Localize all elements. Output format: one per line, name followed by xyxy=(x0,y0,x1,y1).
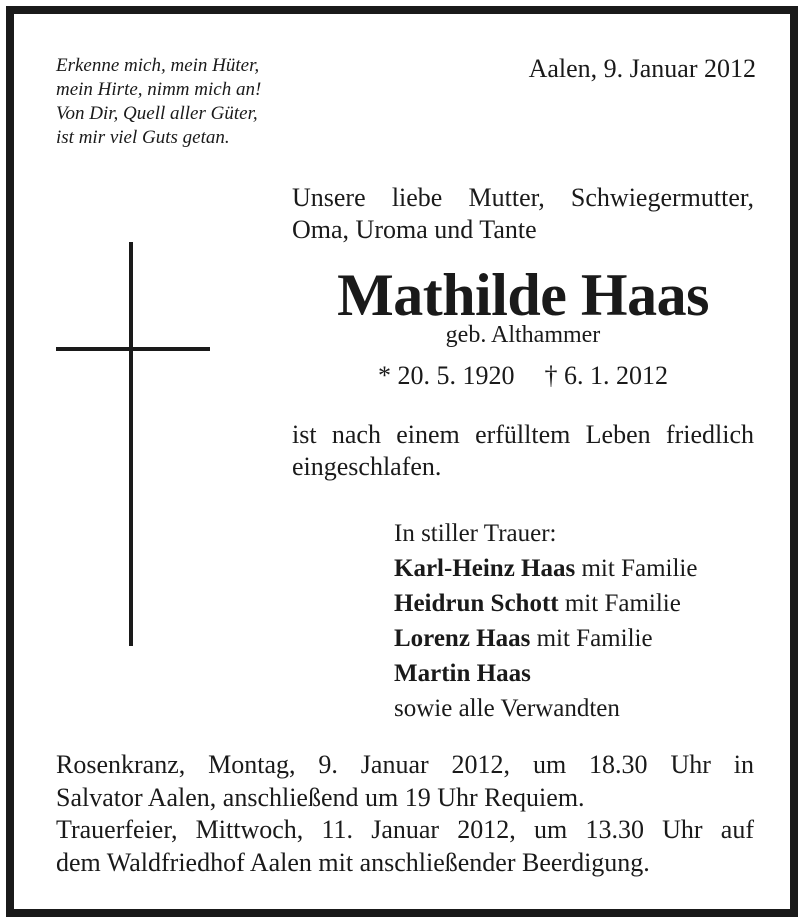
birth-date: * 20. 5. 1920 xyxy=(378,361,515,390)
verse-line: Von Dir, Quell aller Güter, xyxy=(56,103,258,124)
intro-line: Unsere liebe Mutter, Schwiegermutter, xyxy=(292,183,754,212)
death-date: † 6. 1. 2012 xyxy=(544,361,668,390)
place-date: Aalen, 9. Januar 2012 xyxy=(528,54,756,83)
verse-line: mein Hirte, nimm mich an! xyxy=(56,79,262,100)
mourner-row xyxy=(394,551,697,586)
verse xyxy=(56,54,261,150)
mourner-name: Karl-Heinz Haas xyxy=(394,555,576,582)
intro-line: Oma, Uroma und Tante xyxy=(292,215,537,244)
mourner-suffix: mit Familie xyxy=(558,590,681,617)
life-dates xyxy=(292,361,754,391)
service-details xyxy=(56,749,754,879)
mourners-closing: sowie alle Verwandten xyxy=(394,695,620,722)
passed-line: ist nach einem erfülltem Leben friedlich xyxy=(292,420,754,449)
mourner-row xyxy=(394,586,697,621)
mourner-suffix: mit Familie xyxy=(530,625,653,652)
service-line: Rosenkranz, Montag, 9. Januar 2012, um 18.30 Uhr in xyxy=(56,750,754,779)
service-line: Salvator Aalen, anschließend um 19 Uhr Requiem. xyxy=(56,782,585,812)
mourner-name: Heidrun Schott xyxy=(394,590,559,617)
verse-line: ist mir viel Guts getan. xyxy=(56,127,230,148)
service-line: dem Waldfriedhof Aalen mit anschließender Beerdigung. xyxy=(56,847,650,877)
mourners-heading: In stiller Trauer: xyxy=(394,520,557,547)
deceased-name: Mathilde Haas xyxy=(337,262,709,328)
birth-name: geb. Althammer xyxy=(445,322,601,348)
obituary-frame xyxy=(6,6,798,917)
intro-text xyxy=(292,182,754,246)
mourner-row xyxy=(394,656,697,691)
mourner-name: Lorenz Haas xyxy=(394,625,531,652)
mourners-block xyxy=(394,516,697,726)
cross-icon xyxy=(129,242,133,646)
mourner-row xyxy=(394,621,697,656)
passed-line: eingeschlafen. xyxy=(292,452,442,481)
mourner-name: Martin Haas xyxy=(394,660,531,687)
cross-icon-bar xyxy=(56,347,210,351)
mourner-suffix: mit Familie xyxy=(575,555,698,582)
verse-line: Erkenne mich, mein Hüter, xyxy=(56,55,260,76)
passed-text xyxy=(292,419,754,483)
service-line: Trauerfeier, Mittwoch, 11. Januar 2012, um 13.30 Uhr auf xyxy=(56,815,754,844)
